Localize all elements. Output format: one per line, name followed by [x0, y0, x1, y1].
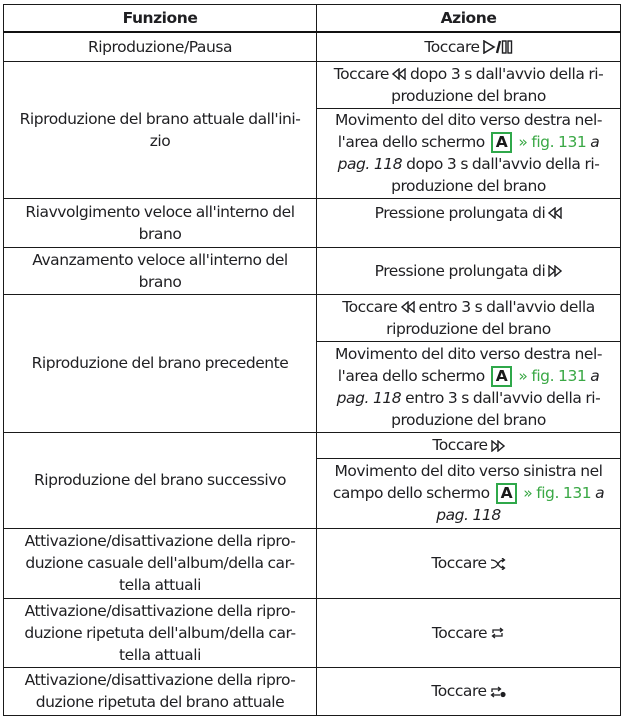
action-text: Movimento del dito verso sinistra nel campo dello schermo [332, 462, 603, 502]
function-text: Riproduzione del brano successivo [33, 471, 287, 489]
table-row [4, 432, 621, 458]
play-pause-icon [483, 40, 513, 54]
screen-area-a-label: A [491, 366, 513, 387]
table-row [4, 598, 621, 667]
action-text: Toccare [431, 623, 488, 642]
action-text: Toccare [432, 436, 488, 454]
action-text: Toccare [342, 297, 398, 316]
table-row [4, 528, 621, 598]
function-text: Riproduzione del brano precedente [31, 354, 289, 372]
action-cell [317, 294, 621, 341]
page-ref-text: a [590, 366, 600, 385]
action-cell [317, 458, 621, 528]
action-text: Toccare [424, 37, 480, 56]
function-cell [4, 32, 317, 61]
fast-forward-icon [491, 440, 505, 452]
fast-forward-icon [548, 265, 562, 277]
header-function: Funzione [4, 5, 317, 33]
figure-link[interactable]: » fig. 131 [518, 133, 587, 151]
action-text: entro 3 s dall'avvio della ri-produzione del brano [391, 388, 601, 429]
action-cell [317, 528, 621, 598]
page-ref-text: a [595, 484, 605, 502]
table-row [4, 61, 621, 108]
table-row [4, 32, 621, 61]
action-text: dopo 3 s dall'avvio della ri-produzione del brano [391, 64, 604, 105]
table-row [4, 198, 621, 247]
action-cell [317, 108, 621, 198]
function-text: Avanzamento veloce all'interno del brano [32, 250, 288, 291]
page-ref-text: a [590, 133, 600, 151]
page-ref-text: pag. 118 [336, 388, 402, 407]
action-text: Toccare [431, 682, 487, 700]
table-row [4, 667, 621, 715]
function-text: Riproduzione del brano attuale dall'ini-zio [19, 109, 301, 150]
header-action: Azione [317, 5, 621, 33]
function-text: Riavvolgimento veloce all'interno del brano [25, 202, 295, 243]
action-text: Toccare [431, 554, 487, 572]
action-cell [317, 341, 621, 432]
function-cell [4, 198, 317, 247]
page-ref-text: pag. 118 [337, 155, 403, 173]
action-text: Movimento del dito verso destra nel-l'area dello schermo [335, 111, 602, 151]
action-text: Pressione prolungata di [374, 203, 546, 222]
action-cell [317, 61, 621, 108]
table-row [4, 294, 621, 341]
controls-table [3, 4, 621, 716]
page-ref-text: pag. 118 [436, 506, 501, 524]
function-text: Attivazione/disattivazione della ripro-duzione ripetuta del brano attuale [24, 671, 296, 711]
function-text: Attivazione/disattivazione della ripro-duzione ripetuta dell'album/della car-tella attuali [24, 601, 296, 664]
action-cell [317, 598, 621, 667]
rewind-icon [392, 68, 406, 80]
function-cell [4, 294, 317, 432]
action-text: Movimento del dito verso destra nel-l'area dello schermo [335, 344, 602, 385]
function-text: Attivazione/disattivazione della ripro-duzione casuale dell'album/della car-tella attuali [24, 532, 296, 594]
rewind-icon [548, 207, 562, 219]
rewind-icon [401, 301, 415, 313]
repeat-icon [490, 627, 505, 639]
screen-area-a-label: A [491, 132, 513, 153]
action-text: Toccare [333, 64, 389, 83]
function-text: Riproduzione/Pausa [87, 37, 233, 56]
function-cell [4, 432, 317, 528]
action-text: entro 3 s dall'avvio della riproduzione del brano [386, 297, 595, 338]
function-cell [4, 598, 317, 667]
table-row [4, 247, 621, 294]
action-cell [317, 667, 621, 715]
screen-area-a-label: A [496, 483, 518, 504]
header-row [4, 5, 621, 33]
function-cell [4, 247, 317, 294]
function-cell [4, 667, 317, 715]
action-cell [317, 432, 621, 458]
function-cell [4, 528, 317, 598]
action-cell [317, 32, 621, 61]
action-cell [317, 198, 621, 247]
function-cell [4, 61, 317, 198]
shuffle-icon [490, 558, 506, 570]
action-cell [317, 247, 621, 294]
action-text: Pressione prolungata di [374, 261, 546, 280]
figure-link[interactable]: » fig. 131 [518, 366, 587, 385]
action-text: dopo 3 s dall'avvio della ri-produzione del brano [391, 155, 600, 195]
figure-link[interactable]: » fig. 131 [523, 484, 592, 502]
repeat-one-icon [490, 686, 506, 698]
